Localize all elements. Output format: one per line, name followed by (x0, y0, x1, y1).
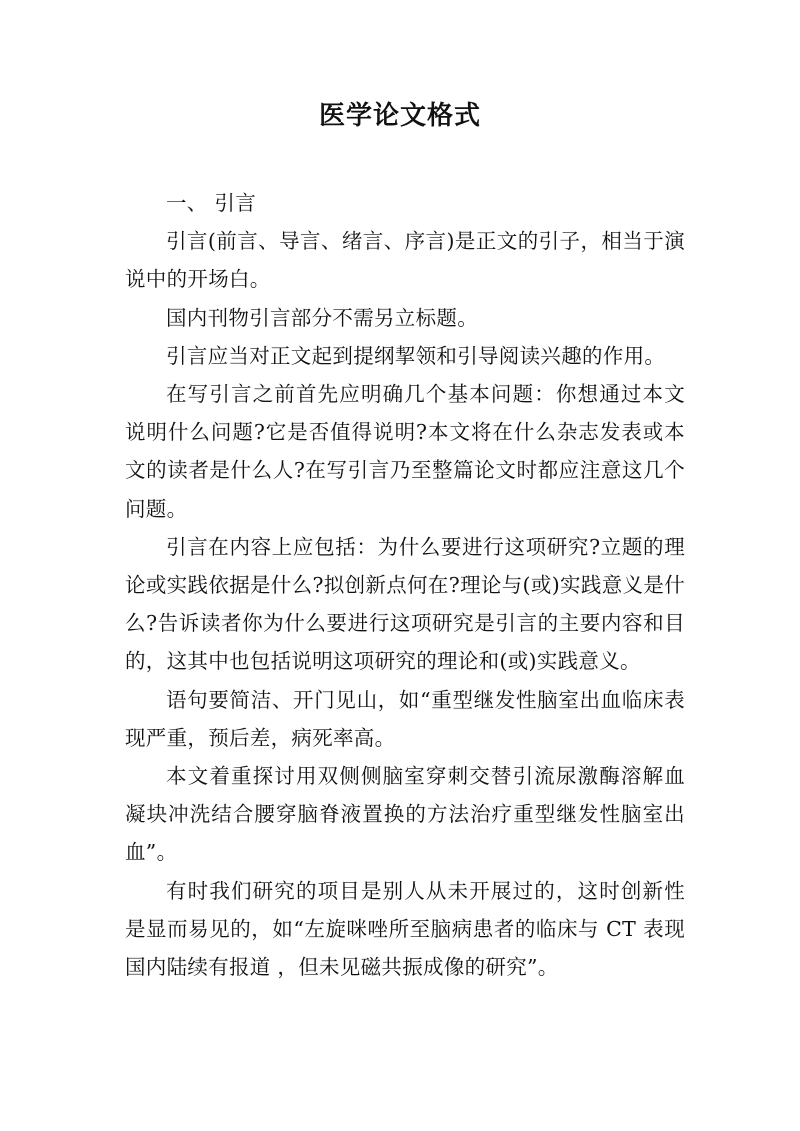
paragraph: 有时我们研究的项目是别人从未开展过的，这时创新性是显而易见的，如“左旋咪唑所至脑病患者的临床与 CT 表现国内陆续有报道 ，但未见磁共振成像的研究”。 (125, 878, 685, 980)
paragraph: 引言(前言、导言、绪言、序言)是正文的引子，相当于演说中的开场白。 (125, 229, 685, 292)
paragraph: 国内刊物引言部分不需另立标题。 (166, 305, 478, 330)
document-body (125, 184, 685, 986)
section-heading: 一、 引言 (166, 191, 257, 215)
paragraph: 引言应当对正文起到提纲挈领和引导阅读兴趣的作用。 (166, 343, 666, 368)
paragraph: 语句要简洁、开门见山，如“重型继发性脑室出血临床表现严重，预后差，病死率高。 (125, 687, 685, 750)
paragraph: 引言在内容上应包括：为什么要进行这项研究?立题的理论或实践依据是什么?拟创新点何在?理论与(或)实践意义是什么?告诉读者你为什么要进行这项研究是引言的主要内容和目的，这其中也包括说明这项研究的理论和(或)实践意义。 (125, 534, 685, 674)
document-title: 医学论文格式 (318, 101, 481, 131)
paragraph: 本文着重探讨用双侧侧脑室穿刺交替引流尿激酶溶解血凝块冲洗结合腰穿脑脊液置换的方法治疗重型继发性脑室出血”。 (125, 764, 685, 865)
paragraph: 在写引言之前首先应明确几个基本问题：你想通过本文说明什么问题?它是否值得说明?本文将在什么杂志发表或本文的读者是什么人?在写引言乃至整篇论文时都应注意这几个问题。 (125, 382, 685, 521)
